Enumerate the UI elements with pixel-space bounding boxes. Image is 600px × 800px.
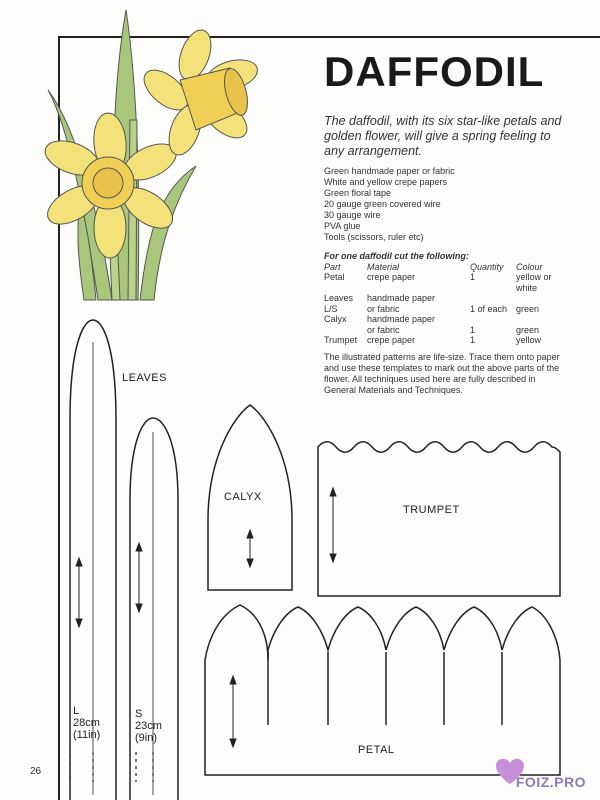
cell-part — [324, 325, 367, 336]
cell-quantity: 1 of each — [470, 303, 508, 314]
cell-part: Petal — [324, 272, 345, 282]
leaf-large-in: (11in) — [73, 729, 101, 741]
cut-list-table — [324, 262, 562, 346]
cut-list — [324, 251, 564, 346]
column-header-material: Material — [367, 261, 400, 272]
flower-back — [137, 26, 261, 159]
cell-colour: green — [516, 324, 540, 335]
table-row — [324, 314, 562, 325]
cell-part: Calyx — [324, 314, 347, 324]
cell-colour: white — [516, 282, 538, 293]
trumpet-label: TRUMPET — [403, 504, 460, 516]
cell-colour: yellow — [516, 335, 542, 345]
petal-label: PETAL — [358, 744, 395, 756]
cell-colour: green — [516, 303, 540, 314]
cell-material: crepe paper — [367, 335, 416, 345]
cell-material — [367, 283, 470, 294]
calyx-label: CALYX — [224, 491, 262, 503]
material-item: Green floral tape — [324, 188, 392, 198]
leaf-large-cm: 28cm — [73, 717, 100, 729]
page-number: 26 — [30, 766, 42, 777]
table-row — [324, 283, 562, 294]
grain-arrow-leaf-large — [76, 558, 82, 627]
cell-material: or fabric — [367, 324, 400, 335]
grain-arrow-leaf-small — [136, 543, 142, 612]
cell-colour — [516, 314, 562, 325]
cell-quantity: 1 — [470, 335, 476, 345]
material-item: PVA glue — [324, 221, 361, 231]
material-item: Tools (scissors, ruler etc) — [324, 232, 424, 242]
leaf-small-letter: S — [135, 708, 143, 720]
material-item: White and yellow crepe papers — [324, 177, 448, 187]
leaf-large-letter: L — [73, 705, 80, 717]
cell-material: handmade paper — [367, 293, 436, 303]
column-header-colour: Colour — [516, 261, 543, 272]
cell-quantity: 1 — [470, 324, 476, 335]
cell-part: Trumpet — [324, 335, 358, 345]
watermark-text: FOIZ.PRO — [515, 774, 586, 790]
watermark — [516, 774, 586, 790]
material-item: 20 gauge green covered wire — [324, 199, 441, 209]
leaves-label: LEAVES — [122, 372, 167, 384]
cell-colour — [516, 293, 562, 304]
intro-text: The daffodil, with its six star-like petals and golden flower, will give a spring feeling to any arrangement. — [324, 114, 562, 158]
cell-material: or fabric — [367, 303, 400, 314]
cell-part: L/S — [324, 303, 338, 314]
material-item: 30 gauge wire — [324, 210, 381, 220]
material-item: Green handmade paper or fabric — [324, 166, 455, 176]
trumpet-template — [318, 442, 560, 596]
cell-quantity: 1 — [470, 272, 476, 282]
cell-material: crepe paper — [367, 272, 416, 282]
instructions-note: The illustrated patterns are life-size. Trace them onto paper and use these templates to mark out the above parts of the flower. All techniques used here are fully described in General Materials and Techniques. — [324, 352, 560, 395]
leaf-small-size — [135, 708, 162, 744]
table-row — [324, 304, 562, 315]
daffodil-illustration — [41, 10, 261, 300]
grain-arrow-trumpet — [330, 488, 336, 562]
grain-arrow-petal — [230, 676, 236, 747]
cell-part: Leaves — [324, 293, 354, 303]
column-header-part: Part — [324, 261, 341, 272]
cell-quantity — [470, 314, 516, 325]
page-title: DAFFODIL — [324, 48, 545, 95]
cell-material: handmade paper — [367, 314, 436, 324]
column-header-quantity: Quantity — [470, 261, 504, 272]
grain-arrow-calyx — [247, 530, 253, 567]
cut-list-header-row — [324, 262, 562, 273]
leaf-small-in: (9in) — [135, 732, 158, 744]
leaf-small-cm: 23cm — [135, 720, 162, 732]
cell-colour: yellow or — [516, 272, 552, 282]
table-row — [324, 335, 562, 346]
table-row — [324, 325, 562, 336]
cell-quantity — [470, 293, 516, 304]
cell-part — [324, 283, 367, 294]
cut-list-heading: For one daffodil cut the following: — [324, 251, 469, 261]
table-row — [324, 272, 562, 283]
leaf-large-size — [73, 705, 100, 741]
cell-quantity — [470, 283, 516, 294]
materials-list — [324, 166, 455, 243]
table-row — [324, 293, 562, 304]
